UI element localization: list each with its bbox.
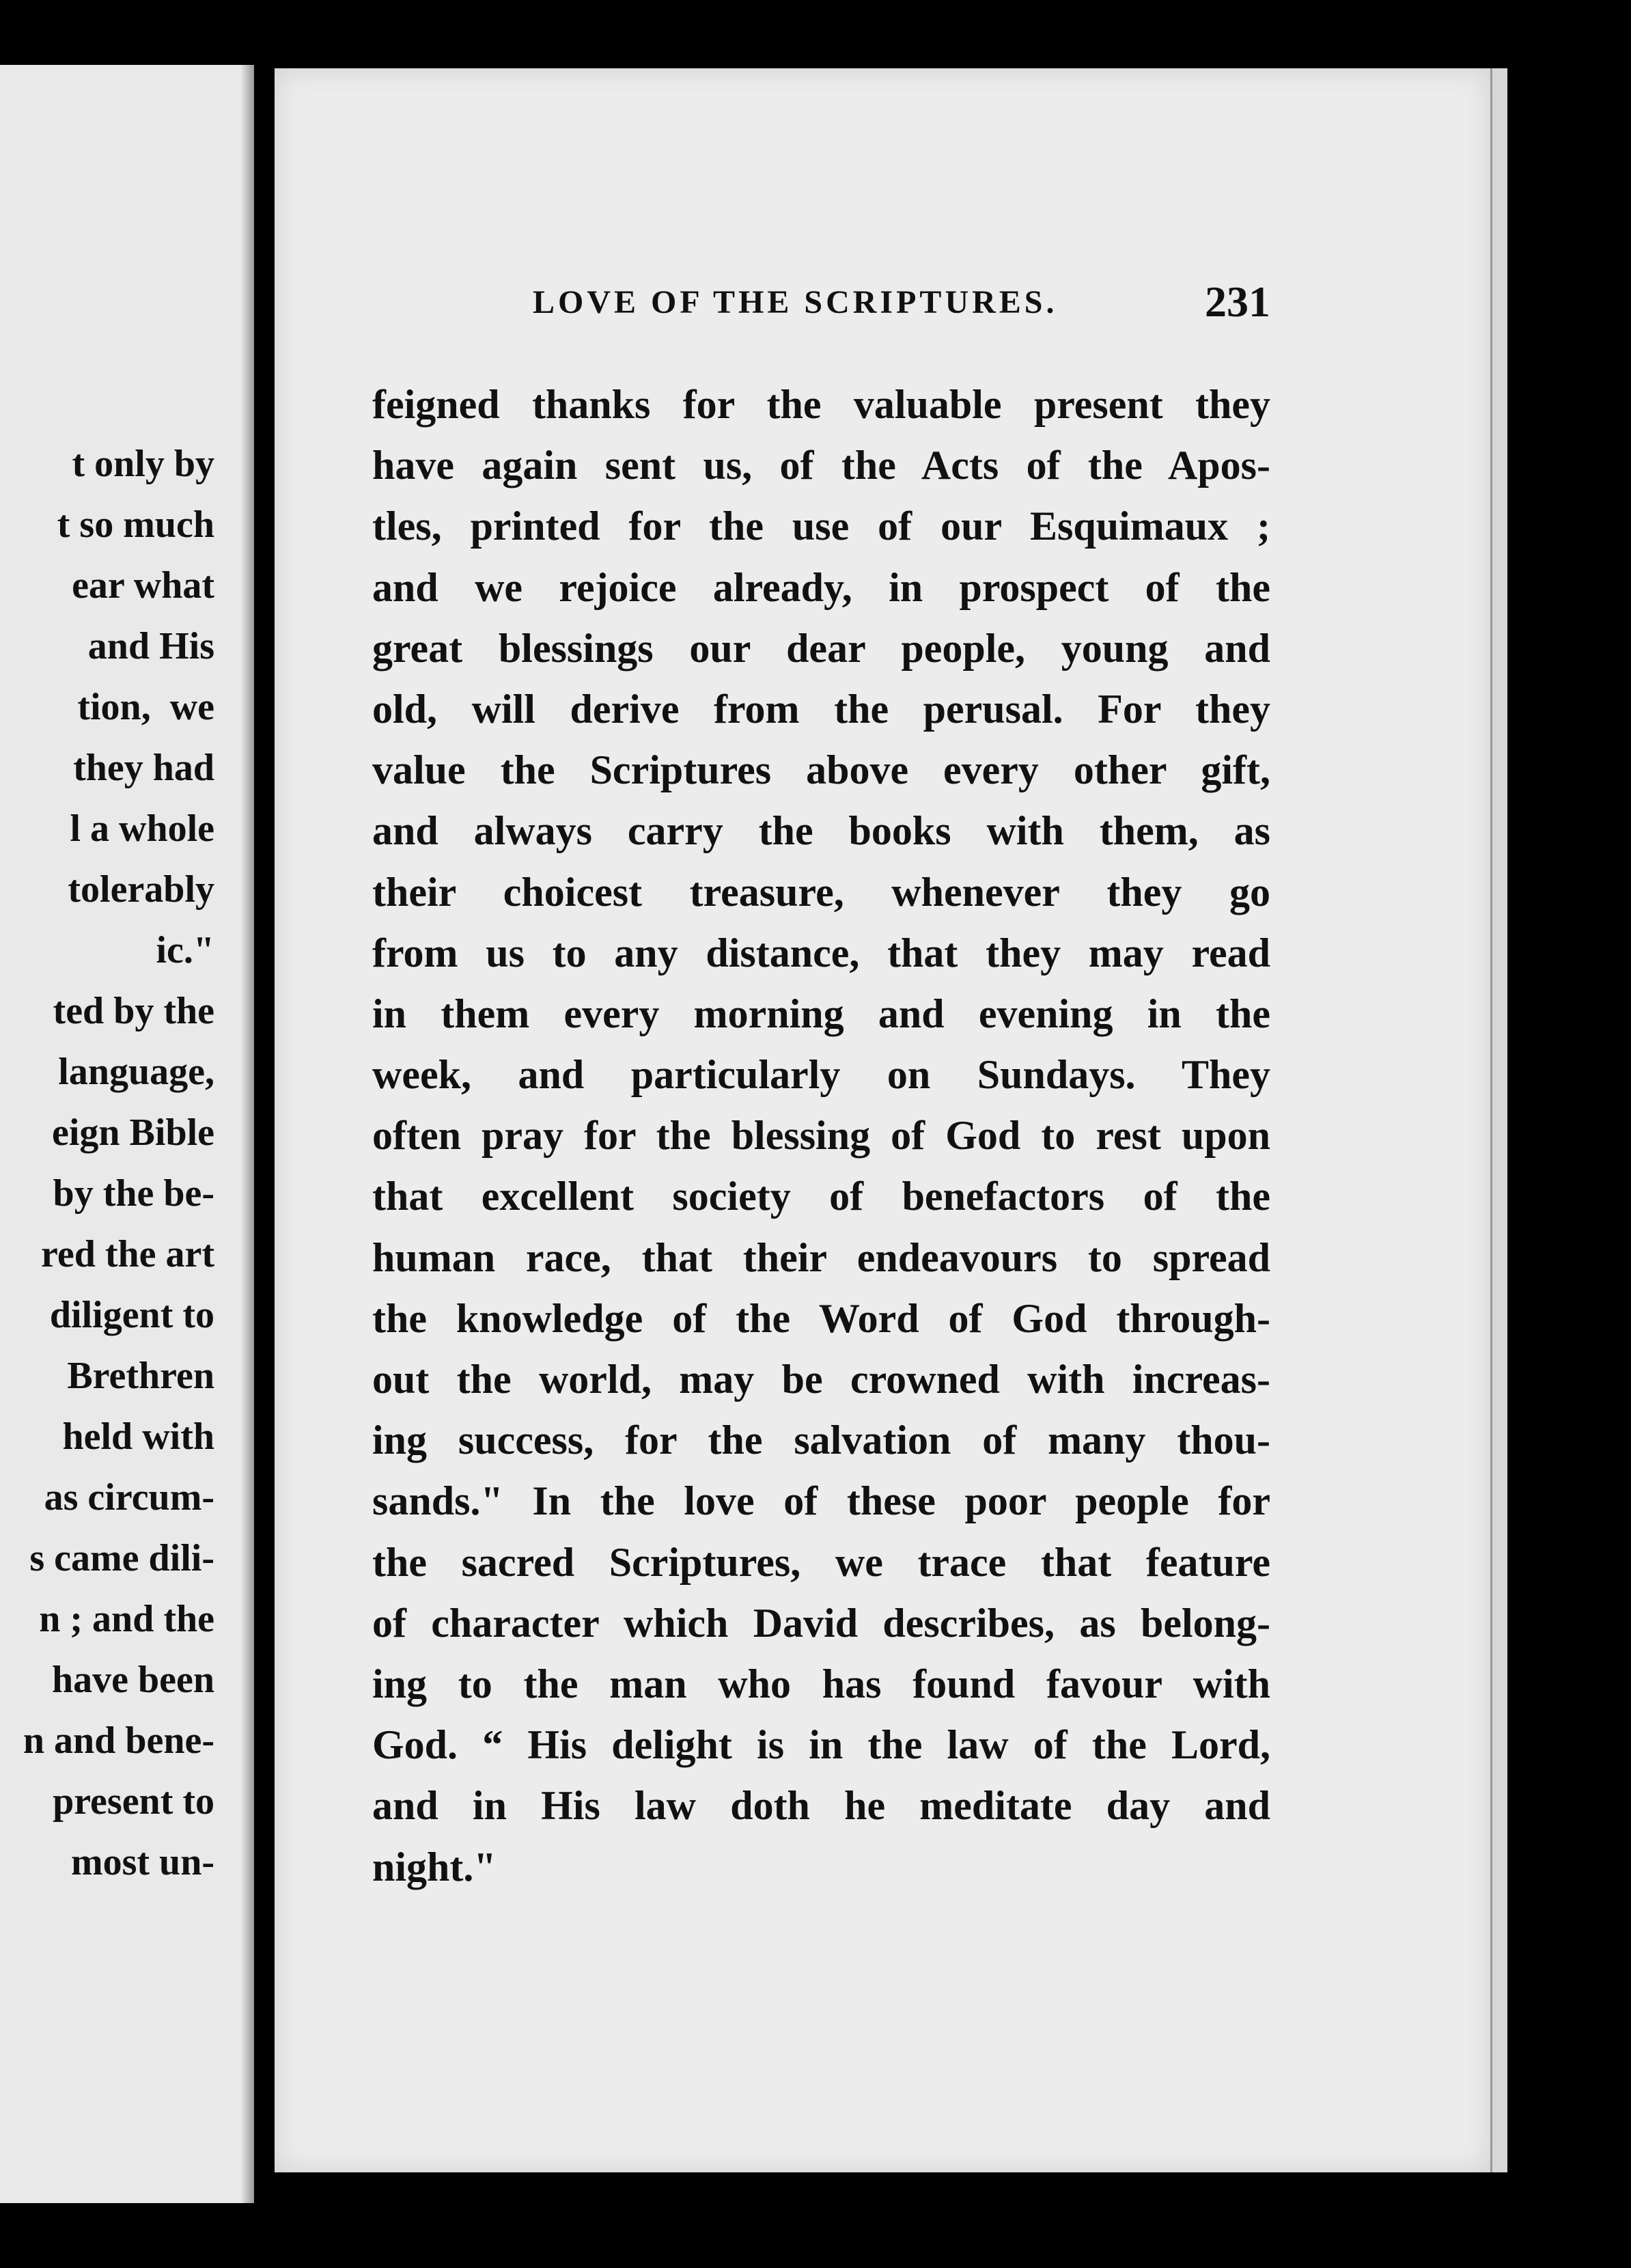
text-line: ing to the man who has found favour with (372, 1661, 1270, 1706)
text-line: and we rejoice already, in prospect of the (372, 564, 1270, 610)
text-line: God. “ His delight is in the law of the Lord, (372, 1722, 1270, 1768)
text-line: sands." In the love of these poor people for (372, 1478, 1270, 1524)
previous-page-line: tolerably (68, 868, 214, 911)
previous-page-line: present to (53, 1780, 214, 1823)
previous-page-line: ted by the (53, 990, 214, 1032)
book-spine-gap (254, 0, 275, 2268)
text-line: their choicest treasure, whenever they go (372, 869, 1270, 915)
previous-page-line: as circum- (44, 1476, 214, 1519)
previous-page-line: n ; and the (39, 1598, 214, 1640)
text-line: old, will derive from the perusal. For they (372, 686, 1270, 732)
text-line: feigned thanks for the valuable present they (372, 382, 1270, 427)
text-line: ing success, for the salvation of many thou- (372, 1418, 1270, 1463)
previous-page-line: red the art (41, 1233, 214, 1275)
text-line: tles, printed for the use of our Esquimaux ; (372, 503, 1270, 549)
previous-page-line: tion, we (77, 686, 214, 728)
text-line: night." (372, 1844, 497, 1890)
page-edge (1490, 68, 1507, 2172)
text-line: the sacred Scriptures, we trace that feature (372, 1539, 1270, 1585)
previous-page-line: eign Bible (51, 1111, 214, 1154)
previous-page-line: they had (73, 747, 214, 789)
text-line: that excellent society of benefactors of the (372, 1174, 1270, 1219)
previous-page-line: have been (52, 1659, 214, 1701)
text-line: in them every morning and evening in the (372, 991, 1270, 1036)
previous-page-line: Brethren (67, 1355, 214, 1397)
previous-page-line: ear what (72, 564, 214, 607)
text-line: great blessings our dear people, young and (372, 625, 1270, 671)
previous-page-line: ic." (156, 929, 214, 971)
previous-page-line: diligent to (49, 1294, 214, 1336)
text-line: have again sent us, of the Acts of the Apos- (372, 443, 1270, 488)
text-line: often pray for the blessing of God to rest upon (372, 1113, 1270, 1159)
previous-page-line: t only by (72, 443, 214, 485)
running-head (372, 277, 1270, 338)
page-body-text (372, 374, 1270, 1898)
previous-page-line: n and bene- (23, 1719, 214, 1762)
previous-page-line: by the be- (53, 1172, 214, 1215)
text-line: human race, that their endeavours to spread (372, 1234, 1270, 1280)
text-line: value the Scriptures above every other gift, (372, 747, 1270, 793)
previous-page-text (23, 434, 214, 1893)
text-line: and always carry the books with them, as (372, 808, 1270, 854)
previous-page (0, 65, 254, 2203)
previous-page-line: s came dili- (29, 1537, 214, 1579)
text-line: of character which David describes, as belong- (372, 1600, 1270, 1646)
text-line: from us to any distance, that they may read (372, 930, 1270, 976)
text-line: week, and particularly on Sundays. They (372, 1052, 1270, 1098)
text-line: out the world, may be crowned with increas- (372, 1357, 1270, 1402)
text-line: and in His law doth he meditate day and (372, 1783, 1270, 1829)
previous-page-line: most un- (70, 1841, 214, 1883)
previous-page-line: l a whole (70, 807, 214, 850)
previous-page-line: t so much (57, 503, 214, 546)
page-number: 231 (1205, 277, 1270, 326)
previous-page-line: and His (87, 625, 214, 667)
running-title: LOVE OF THE SCRIPTURES. (533, 284, 1058, 320)
previous-page-line: language, (58, 1051, 214, 1093)
previous-page-line: held with (62, 1415, 214, 1458)
page-gutter-shadow (240, 65, 254, 2203)
text-line: the knowledge of the Word of God through- (372, 1295, 1270, 1341)
